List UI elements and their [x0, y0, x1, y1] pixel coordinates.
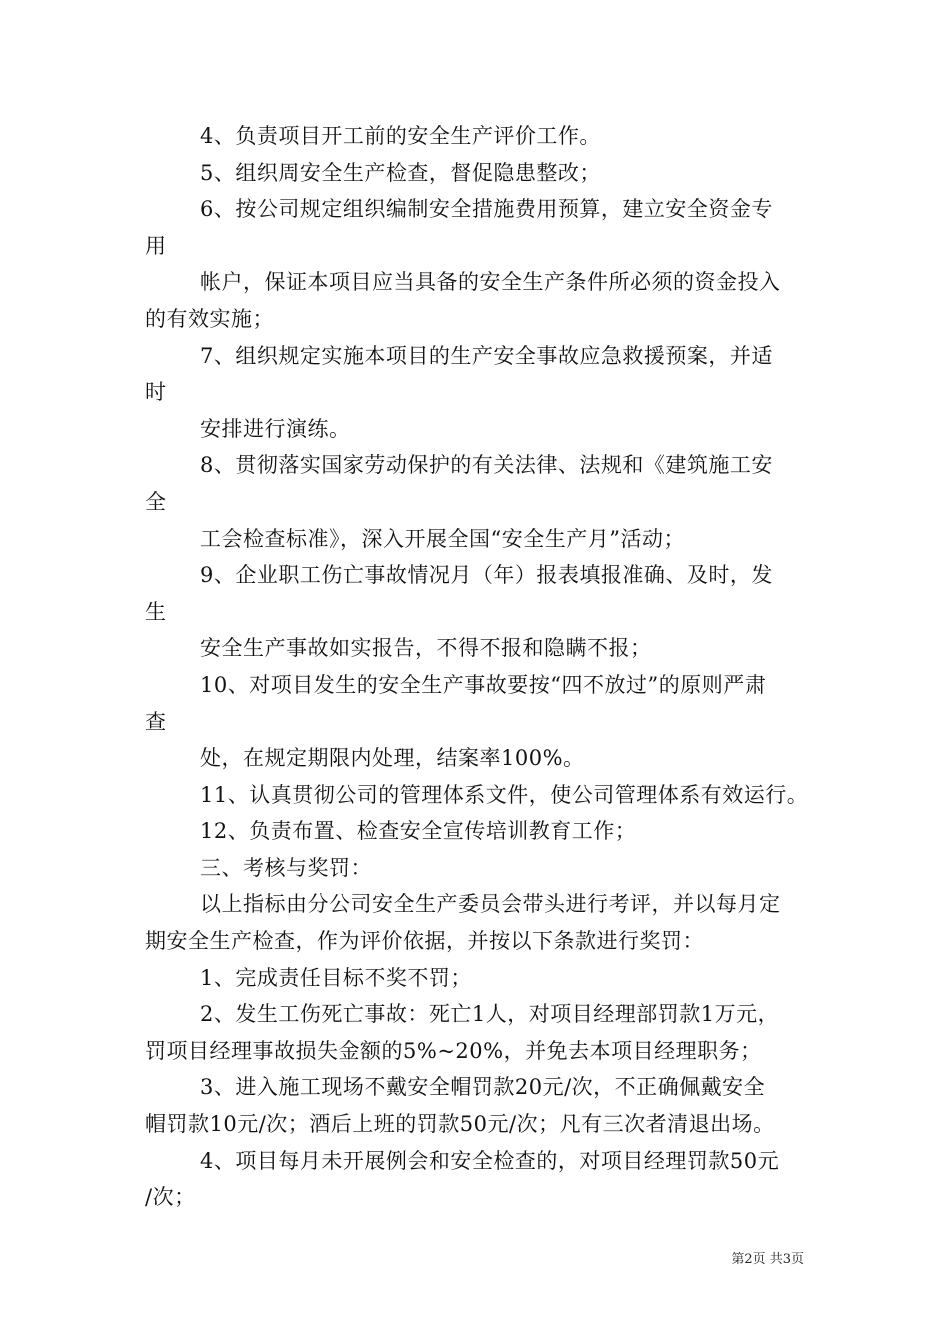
text-line: 工会检查标准》，深入开展全国“安全生产月”活动；: [200, 526, 685, 551]
text-line: 11、认真贯彻公司的管理体系文件，使公司管理体系有效运行。: [200, 782, 809, 807]
text-line: 生: [145, 599, 167, 624]
text-line: 的有效实施；: [145, 306, 274, 331]
text-line: 9、企业职工伤亡事故情况月（年）报表填报准确、及时，发: [200, 563, 773, 588]
text-line: 查: [145, 709, 167, 734]
text-line: 三、考核与奖罚：: [200, 855, 372, 880]
text-line: 7、组织规定实施本项目的生产安全事故应急救援预案，并适: [200, 343, 773, 368]
text-line: 5、组织周安全生产检查，督促隐患整改；: [200, 160, 601, 185]
text-line: 10、对项目发生的安全生产事故要按“四不放过”的原则严肃: [200, 672, 767, 697]
text-line: 时: [145, 380, 167, 405]
text-line: /次；: [145, 1185, 196, 1210]
text-line: 4、项目每月未开展例会和安全检查的，对项目经理罚款50元: [200, 1148, 780, 1173]
text-line: 3、进入施工现场不戴安全帽罚款20元/次，不正确佩戴安全: [200, 1075, 766, 1100]
text-line: 帽罚款10元/次；酒后上班的罚款50元/次；凡有三次者清退出场。: [145, 1112, 775, 1137]
text-line: 2、发生工伤死亡事故：死亡1人，对项目经理部罚款1万元，: [200, 1002, 780, 1027]
text-line: 处，在规定期限内处理，结案率100%。: [200, 746, 585, 771]
text-line: 8、贯彻落实国家劳动保护的有关法律、法规和《建筑施工安: [200, 453, 773, 478]
text-line: 罚项目经理事故损失金额的5%~20%，并免去本项目经理职务；: [145, 1038, 762, 1063]
text-line: 6、按公司规定组织编制安全措施费用预算，建立安全资金专: [200, 197, 773, 222]
text-line: 用: [145, 233, 167, 258]
text-line: 安全生产事故如实报告，不得不报和隐瞒不报；: [200, 636, 652, 661]
text-line: 4、负责项目开工前的安全生产评价工作。: [200, 124, 601, 148]
text-line: 以上指标由分公司安全生产委员会带头进行考评，并以每月定: [200, 892, 781, 917]
text-line: 1、完成责任目标不奖不罚；: [200, 965, 472, 990]
text-line: 帐户，保证本项目应当具备的安全生产条件所必须的资金投入: [200, 270, 781, 295]
document-body: [145, 118, 815, 1216]
text-line: 全: [145, 489, 167, 514]
text-line: 期安全生产检查，作为评价依据，并按以下条款进行奖罚：: [145, 929, 704, 954]
text-line: 12、负责布置、检查安全宣传培训教育工作；: [200, 819, 637, 844]
page-number: 第2页 共3页: [731, 1252, 804, 1267]
text-line: 安排进行演练。: [200, 416, 351, 441]
